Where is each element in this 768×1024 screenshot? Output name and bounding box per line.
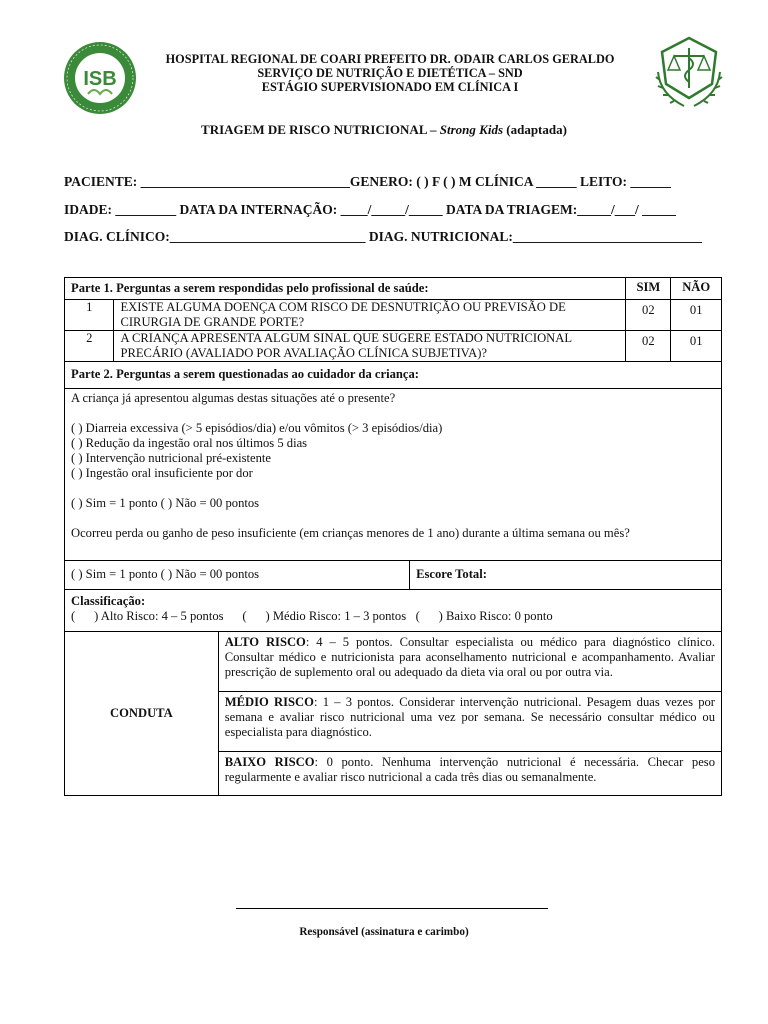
question-number: 1 bbox=[65, 300, 114, 331]
conduta-medio-risco: MÉDIO RISCO: 1 – 3 pontos. Considerar intervenção nutricional. Pesagem duas vezes por semana e avaliar risco nutricional uma vez por semana. Se necessário consultar médico ou especialista para diagnóstico. bbox=[218, 692, 721, 752]
option-pain-intake[interactable]: ( ) Ingestão oral insuficiente por dor bbox=[71, 466, 253, 480]
option-reduced-intake[interactable]: ( ) Redução da ingestão oral nos últimos 5 dias bbox=[71, 436, 308, 450]
question-text: EXISTE ALGUMA DOENÇA COM RISCO DE DESNUTRIÇÃO OU PREVISÃO DE CIRURGIA DE GRANDE PORTE? bbox=[114, 300, 626, 331]
department-name: SERVIÇO DE NUTRIÇÃO E DIETÉTICA – SND bbox=[257, 66, 523, 80]
question-number: 2 bbox=[65, 331, 114, 362]
part1-heading: Parte 1. Perguntas a serem respondidas pelo profissional de saúde: bbox=[65, 278, 626, 300]
isb-logo bbox=[62, 40, 138, 116]
internship-name: ESTÁGIO SUPERVISIONADO EM CLÍNICA I bbox=[261, 80, 519, 94]
score-options-1[interactable]: ( ) Sim = 1 ponto ( ) Não = 00 pontos bbox=[71, 496, 260, 510]
patient-fields-line2[interactable]: IDADE: _________ DATA DA INTERNAÇÃO: ____/_____/_____ DATA DA TRIAGEM:_____/___/ _____ bbox=[64, 202, 676, 217]
part2-heading: Parte 2. Perguntas a serem questionadas ao cuidador da criança: bbox=[65, 362, 722, 389]
question-row bbox=[65, 300, 722, 331]
patient-fields-line3[interactable]: DIAG. CLÍNICO:_____________________________ DIAG. NUTRICIONAL:____________________________ bbox=[64, 229, 702, 244]
signature-line[interactable] bbox=[236, 908, 548, 909]
conduta-alto-risco: ALTO RISCO: 4 – 5 pontos. Consultar especialista ou médico para diagnóstico clínico. Consultar médico e nutricionista para aconselhamento nutricional e acompanhamento. Avaliar prescrição de suplemento oral ou adequado da dieta via oral ou por outra via. bbox=[218, 632, 721, 692]
nutrition-emblem bbox=[650, 32, 728, 112]
part2-questions bbox=[65, 389, 722, 561]
form-title: TRIAGEM DE RISCO NUTRICIONAL – Strong Kids (adaptada) bbox=[201, 122, 567, 137]
weight-question: Ocorreu perda ou ganho de peso insuficiente (em crianças menores de 1 ano) durante a última semana ou mês? bbox=[71, 526, 630, 540]
question-sim-value[interactable]: 02 bbox=[626, 300, 671, 331]
option-diarrhea[interactable]: ( ) Diarreia excessiva (> 5 episódios/dia) e/ou vômitos (> 3 episódios/dia) bbox=[71, 421, 443, 435]
col-nao-header: NÃO bbox=[671, 278, 722, 300]
classification-block bbox=[65, 590, 722, 632]
score-options-2[interactable]: ( ) Sim = 1 ponto ( ) Não = 00 pontos bbox=[65, 561, 410, 590]
question-sim-value[interactable]: 02 bbox=[626, 331, 671, 362]
part2-intro: A criança já apresentou algumas destas situações até o presente? bbox=[71, 391, 396, 405]
isb-logo-text: ISB bbox=[83, 68, 117, 90]
screening-table bbox=[64, 277, 722, 796]
option-preexisting-intervention[interactable]: ( ) Intervenção nutricional pré-existente bbox=[71, 451, 272, 465]
patient-fields-line1[interactable]: PACIENTE: _______________________________GENERO: ( ) F ( ) M CLÍNICA ______ LEITO: ______ bbox=[64, 174, 671, 189]
question-text: A CRIANÇA APRESENTA ALGUM SINAL QUE SUGERE ESTADO NUTRICIONAL PRECÁRIO (AVALIADO POR AVALIAÇÃO CLÍNICA SUBJETIVA)? bbox=[114, 331, 626, 362]
question-nao-value[interactable]: 01 bbox=[671, 331, 722, 362]
question-nao-value[interactable]: 01 bbox=[671, 300, 722, 331]
question-row bbox=[65, 331, 722, 362]
signature-label: Responsável (assinatura e carimbo) bbox=[299, 926, 469, 938]
hospital-name: HOSPITAL REGIONAL DE COARI PREFEITO DR. ODAIR CARLOS GERALDO bbox=[165, 52, 615, 66]
col-sim-header: SIM bbox=[626, 278, 671, 300]
conduta-label: CONDUTA bbox=[65, 632, 219, 796]
escore-total[interactable]: Escore Total: bbox=[410, 561, 722, 590]
classification-options[interactable]: ( ) Alto Risco: 4 – 5 pontos ( ) Médio Risco: 1 – 3 pontos ( ) Baixo Risco: 0 ponto bbox=[71, 609, 553, 623]
conduta-baixo-risco: BAIXO RISCO: 0 ponto. Nenhuma intervenção nutricional é necessária. Checar peso regularmente e avaliar risco nutricional a cada três dias ou semanalmente. bbox=[218, 752, 721, 796]
classification-heading: Classificação: bbox=[71, 594, 146, 608]
